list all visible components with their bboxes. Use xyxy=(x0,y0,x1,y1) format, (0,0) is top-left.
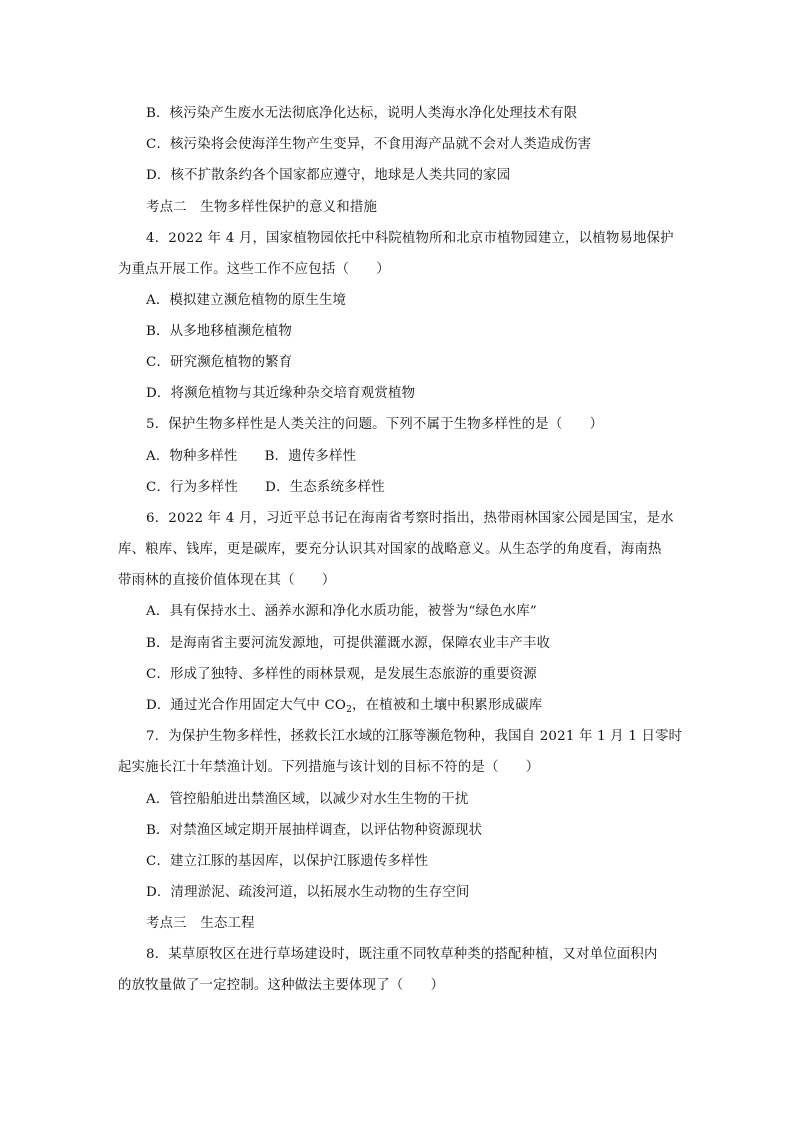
question-8-line1: 8．某草原牧区在进行草场建设时，既注重不同牧草种类的搭配种植，又对单位面积内 xyxy=(146,947,658,962)
option-c-q4: C．研究濒危植物的繁育 xyxy=(146,355,293,370)
option-a-q6: A．具有保持水土、涵养水源和净化水质功能，被誉为“绿色水库” xyxy=(146,604,537,619)
option-d-q6 xyxy=(146,696,542,720)
co2-subscript: 2 xyxy=(346,705,353,715)
section-heading-3: 考点三 生态工程 xyxy=(146,916,255,931)
options-ab-q5: A．物种多样性 B．遗传多样性 xyxy=(146,449,357,464)
option-d-q7: D．清理淤泥、疏浚河道，以拓展水生动物的生存空间 xyxy=(146,885,470,900)
option-d-q4: D．将濒危植物与其近缘种杂交培育观赏植物 xyxy=(146,386,416,401)
question-4-line1: 4．2022 年 4 月，国家植物园依托中科院植物所和北京市植物园建立，以植物易地保护 xyxy=(146,231,674,246)
question-5: 5．保护生物多样性是人类关注的问题。下列不属于生物多样性的是（ ） xyxy=(146,417,604,432)
option-d-q6-part2: ，在植被和土壤中积累形成碳库 xyxy=(352,698,543,713)
section-heading-2: 考点二 生物多样性保护的意义和措施 xyxy=(146,200,378,215)
option-b-q6: B．是海南省主要河流发源地，可提供灌溉水源，保障农业丰产丰收 xyxy=(146,636,551,651)
question-6-line1: 6．2022 年 4 月，习近平总书记在海南省考察时指出，热带雨林国家公园是国宝，是水 xyxy=(146,511,674,526)
option-c-q6: C．形成了独特、多样性的雨林景观，是发展生态旅游的重要资源 xyxy=(146,667,537,682)
question-6-line3: 带雨林的直接价值体现在其（ ） xyxy=(118,573,336,588)
option-c-q7: C．建立江豚的基因库，以保护江豚遗传多样性 xyxy=(146,854,429,869)
option-b-q4: B．从多地移植濒危植物 xyxy=(146,324,292,339)
option-a-q7: A．管控船舶进出禁渔区域，以减少对水生生物的干扰 xyxy=(146,792,469,807)
options-cd-q5: C．行为多样性 D．生态系统多样性 xyxy=(146,480,385,495)
option-d-q3: D．核不扩散条约各个国家都应遵守，地球是人类共同的家园 xyxy=(146,168,511,183)
question-4-line2: 为重点开展工作。这些工作不应包括（ ） xyxy=(118,262,390,277)
question-8-line2: 的放牧量做了一定控制。这种做法主要体现了（ ） xyxy=(118,978,445,993)
option-b-q7: B．对禁渔区域定期开展抽样调查，以评估物种资源现状 xyxy=(146,823,483,838)
option-d-q6-part1: D．通过光合作用固定大气中 CO xyxy=(146,698,347,713)
option-a-q4: A．模拟建立濒危植物的原生生境 xyxy=(146,293,347,308)
question-7-line1: 7．为保护生物多样性，拯救长江水域的江豚等濒危物种，我国自 2021 年 1 月 1 日零时 xyxy=(146,729,683,744)
question-6-line2: 库、粮库、钱库，更是碳库，要充分认识其对国家的战略意义。从生态学的角度看，海南热 xyxy=(118,542,662,557)
option-c-q3: C．核污染将会使海洋生物产生变异，不食用海产品就不会对人类造成伤害 xyxy=(146,137,592,152)
option-b-q3: B．核污染产生废水无法彻底净化达标，说明人类海水净化处理技术有限 xyxy=(146,106,578,121)
question-7-line2: 起实施长江十年禁渔计划。下列措施与该计划的目标不符的是（ ） xyxy=(118,760,540,775)
